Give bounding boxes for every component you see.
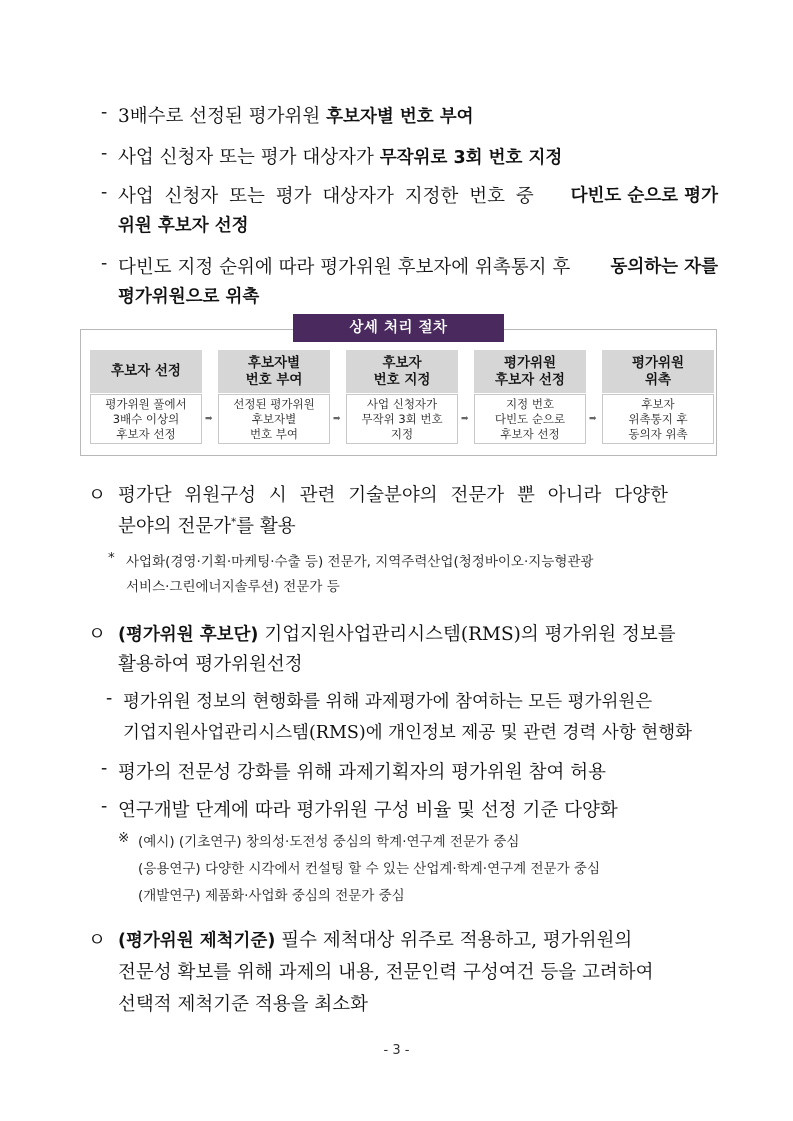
arrow-icon: ➡ — [461, 414, 469, 424]
dash: - — [101, 253, 108, 274]
bullet-1-bold: 후보자별 번호 부여 — [326, 107, 474, 127]
step-body-line: 후보자 선정 — [500, 426, 560, 441]
section-3-line-1-text: 필수 제척대상 위주로 적용하고, 평가위원의 — [275, 930, 633, 951]
step-head-line: 번호 부여 — [245, 371, 303, 388]
arrow-icon: ➡ — [205, 414, 213, 424]
arrow-icon: ➡ — [589, 414, 597, 424]
section-2-line-1-text: 기업지원사업관리시스템(RMS)의 평가위원 정보를 — [258, 624, 676, 645]
step-body-line: 사업 신청자가 — [366, 396, 438, 411]
step-body — [218, 394, 330, 444]
reference-line-2: (응용연구) 다양한 시각에서 컨설팅 할 수 있는 산업계·학계·연구계 전문가 중심 — [138, 861, 601, 877]
step-head — [346, 350, 458, 393]
reference-line-1: (예시) (기초연구) 창의성·도전성 중심의 학계·연구계 전문가 중심 — [138, 834, 520, 850]
procedure-title: 상세 처리 절차 — [293, 314, 504, 342]
bullet-4-bold: 동의하는 자를 — [610, 257, 718, 277]
section-2-heading: (평가위원 후보단) — [118, 625, 259, 645]
bullet-3-bold: 다빈도 순으로 평가 — [570, 186, 718, 206]
procedure-step-1 — [90, 350, 202, 446]
step-body-line: 선정된 평가위원 — [233, 396, 315, 411]
step-body-line: 번호 부여 — [249, 426, 299, 441]
procedure-step-2 — [218, 350, 330, 446]
bullet-3-text: 사업 신청자 또는 평가 대상자가 지정한 번호 중 — [118, 186, 534, 207]
section-1-line-2 — [118, 512, 296, 538]
step-head-line: 평가위원 — [631, 354, 685, 371]
step-body — [346, 394, 458, 444]
section-2-line-1 — [118, 620, 676, 646]
step-body-line: 지정 번호 — [505, 396, 555, 411]
dash: - — [101, 102, 108, 123]
section-2-bullet-1-line-2: 기업지원사업관리시스템(RMS)에 개인정보 제공 및 관련 경력 사항 현행화 — [123, 723, 693, 743]
step-head-line: 위촉 — [644, 371, 672, 388]
bullet-4-cont: 평가위원으로 위촉 — [118, 287, 260, 307]
step-head-line: 후보자별 — [247, 354, 301, 371]
circle-bullet: ㅇ — [88, 624, 106, 645]
step-body-line: 지정 — [390, 426, 414, 441]
procedure-step-5 — [602, 350, 714, 446]
step-head-line: 번호 지정 — [373, 371, 431, 388]
circle-bullet: ㅇ — [88, 930, 106, 951]
circle-bullet: ㅇ — [88, 485, 106, 506]
step-head-line: 후보자 — [382, 354, 422, 371]
note-mark: * — [108, 550, 115, 566]
reference-line-3: (개발연구) 제품화·사업화 중심의 전문가 중심 — [138, 888, 405, 904]
note-line-1: 사업화(경영·기획·마케팅·수출 등) 전문가, 지역주력산업(청정바이오·지능형관광 — [126, 554, 594, 570]
footnote-mark: * — [231, 516, 237, 528]
step-body-line: 동의자 위촉 — [628, 426, 688, 441]
section-1-line-1-text: 평가단 위원구성 시 관련 기술분야의 전문가 뿐 아니라 다양한 — [118, 485, 668, 506]
section-1-line-1 — [118, 481, 718, 507]
section-2-bullet-3: 연구개발 단계에 따라 평가위원 구성 비율 및 선정 기준 다양화 — [118, 800, 618, 821]
step-body — [90, 394, 202, 444]
step-head — [474, 350, 586, 393]
section-3-heading: (평가위원 제척기준) — [118, 931, 276, 951]
procedure-step-3 — [346, 350, 458, 446]
step-body-line: 무작위 3회 번호 — [361, 411, 443, 426]
step-body — [602, 394, 714, 444]
bullet-2-text: 사업 신청자 또는 평가 대상자가 — [118, 147, 380, 168]
section-3-line-2: 전문성 확보를 위해 과제의 내용, 전문인력 구성여건 등을 고려하여 — [118, 962, 654, 983]
bullet-1-text: 3배수로 선정된 평가위원 — [118, 106, 327, 127]
dash: - — [106, 688, 113, 709]
dash: - — [101, 758, 108, 779]
bullet-2-bold: 무작위로 3회 번호 지정 — [379, 148, 563, 168]
step-body-line: 평가위원 풀에서 — [105, 396, 187, 411]
step-head-line: 후보자 선정 — [111, 363, 181, 379]
step-body-line: 후보자 선정 — [116, 426, 176, 441]
step-head-line: 평가위원 — [503, 354, 557, 371]
section-3-line-1 — [118, 926, 632, 952]
section-3-line-3: 선택적 제척기준 적용을 최소화 — [118, 994, 368, 1015]
arrow-icon: ➡ — [333, 414, 341, 424]
procedure-step-4 — [474, 350, 586, 446]
note-line-2: 서비스·그린에너지솔루션) 전문가 등 — [126, 579, 340, 595]
step-body-line: 3배수 이상의 — [112, 411, 180, 426]
dash: - — [101, 182, 108, 203]
section-2-bullet-2: 평가의 전문성 강화를 위해 과제기획자의 평가위원 참여 허용 — [118, 762, 606, 783]
section-2-bullet-1-line-1: 평가위원 정보의 현행화를 위해 과제평가에 참여하는 모든 평가위원은 — [123, 692, 653, 712]
section-1-line-2a: 분야의 전문가 — [118, 516, 232, 537]
reference-mark: ※ — [118, 830, 130, 846]
dash: - — [101, 796, 108, 817]
step-head — [218, 350, 330, 393]
step-body — [474, 394, 586, 444]
bullet-4-text: 다빈도 지정 순위에 따라 평가위원 후보자에 위촉통지 후 — [118, 257, 571, 278]
step-head — [90, 350, 202, 393]
section-2-line-2: 활용하여 평가위원선정 — [118, 654, 303, 675]
page-number: - 3 - — [383, 1043, 410, 1058]
step-body-line: 후보자 — [641, 396, 675, 411]
step-body-line: 다빈도 순으로 — [494, 411, 566, 426]
step-body-line: 후보자별 — [251, 411, 297, 426]
section-1-line-2b: 를 활용 — [236, 516, 296, 537]
step-body-line: 위촉통지 후 — [628, 411, 688, 426]
bullet-3-cont: 위원 후보자 선정 — [118, 216, 249, 236]
step-head-line: 후보자 선정 — [495, 371, 565, 388]
dash: - — [101, 143, 108, 164]
step-head — [602, 350, 714, 393]
